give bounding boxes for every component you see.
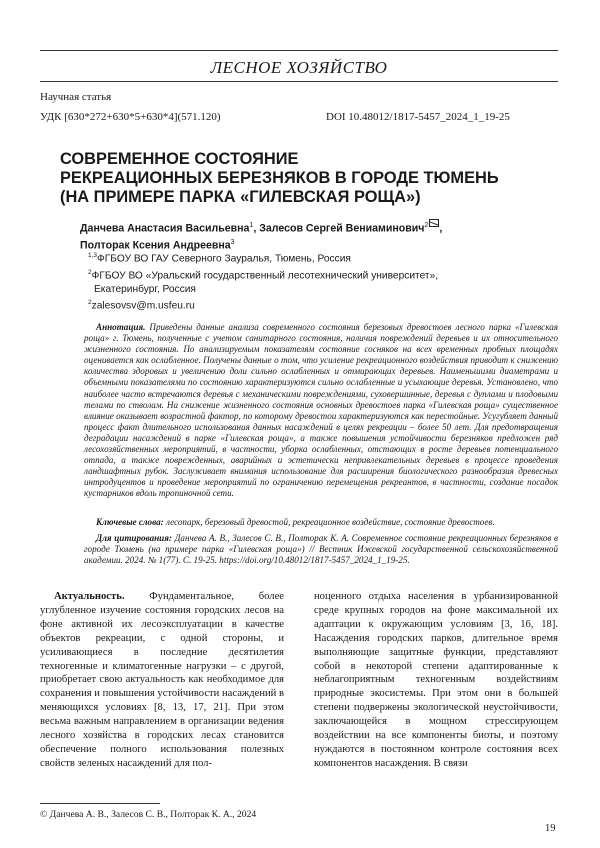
page-number: 19 [545,823,556,834]
author-name: Данчева Анастасия Васильевна [80,223,249,235]
header-rule [40,81,558,82]
doi: DOI 10.48012/1817-5457_2024_1_19-25 [326,111,510,123]
affiliation-line: ФГБОУ ВО ГАУ Северного Зауралья, Тюмень, Россия [97,253,351,264]
author-sup: 1 [249,222,253,229]
author-name: Полторак Ксения Андреевна [80,240,231,252]
citation-text: Данчева А. В., Залесов С. В., Полторак К. А. Современное состояние рекреационных березняков в городе Тюмень (на примере парка «Гилевская роща») // Вестник Ижевской государственной сельскохозяйственной академии. 2024. № 1(77). С. 19-25. https://doi.org/10.48012/1817-5457_2024_1_19-25. [84,533,558,565]
author-name: Залесов Сергей Вениаминович [259,223,424,235]
affiliation-line: Екатеринбург, Россия [94,284,196,295]
article-type: Научная статья [40,91,111,103]
envelope-icon [429,219,439,227]
citation-label: Для цитирования: [96,533,172,543]
body-left-column [40,590,284,771]
udk-code: УДК [630*272+630*5+630*4](571.120) [40,111,221,123]
abstract-label: Аннотация. [96,322,145,332]
abstract-text: Приведены данные анализа современного состояния березовых древостоев лесного парка «Гилевская роща» г. Тюмень, полученные с учетом санитарного состояния, наличия повреждений деревьев и их относительного жизненного состояния. По анализируемым показателям состояние сосняков на всех временных пробных площадях оценивается как ослабленное. Получены данные о том, что усиление рекреационного воздействия приводит к снижению количества здоровых и увеличению доли сильно ослабленных и отмирающих деревьев. Наименьшими диаметрами и объемными показателями по состоянию характеризуются сильно ослабленные и усыхающие деревья. Установлено, что наиболее часто встречаются деревья с механическими повреждениями, суховершинные, деревья с дуплами и плодовыми телами по стволам. На снижение жизненного состояния основных древостоев парка «Гилевская роща» существенное влияние оказывает возрастной фактор, по которому древостои характеризуются как перестойные. Усугубляет данный процесс факт длительного использования данных насаждений в целях рекреации – более 50 лет. Для предотвращения деградации насаждений в парке «Гилевская роща», а также повышения устойчивости березняков предложен ряд лесохозяйственных мероприятий, в частности, уборка ослабленных, отстающих в росте деревьев потенциального отпада, а также поврежденных, аварийных и эстетически непривлекательных деревьев в процессе проведения ландшафтных рубок. Заслуживает внимания использование для расширения биологического разнообразия древесных интродуцентов и проведение мероприятий по ограничению перемещения рекреантов, в частности, создание посадок кустарников вдоль тропиночной сети. [84,322,558,498]
keywords [84,517,558,528]
affiliation-line: ФГБОУ ВО «Уральский государственный лесотехнический университет», [92,270,438,281]
affiliations: 1,3ФГБОУ ВО ГАУ Северного Зауралья, Тюмень, Россия 2ФГБОУ ВО «Уральский государственный лесотехнический университет», Екатеринбург, Россия 2zalesovsv@m.usfeu.ru [88,249,438,313]
paragraph: Фундаментальное, более углубленное изучение состояния городских лесов на фоне активной их лесоэксплуатации в качестве объектов рекреации, с одной стороны, и усиливающиеся в последние десятилетия техногенные и климатогенные нагрузки – с другой, приобретает свою актуальность как необходимое для сохранения и повышения устойчивости насаждений в меняющихся условиях [8, 13, 17, 21]. При этом весьма важным направлением в организации ведения лесного хозяйства в городских лесах становится обеспечение полного использования полезных свойств зеленых насаждений для пол- [40,591,284,769]
body-right-column [314,590,558,771]
authors: Данчева Анастасия Васильевна1, Залесов Сергей Вениаминович2 , Полторак Ксения Андреевна3 [80,219,442,253]
keywords-label: Ключевые слова: [96,517,164,527]
title-line: СОВРЕМЕННОЕ СОСТОЯНИЕ [60,150,540,169]
abstract [84,322,558,500]
email-link[interactable]: zalesovsv@m.usfeu.ru [92,300,195,311]
author-sup: 2 [424,222,428,229]
title-line: РЕКРЕАЦИОННЫХ БЕРЕЗНЯКОВ В ГОРОДЕ ТЮМЕНЬ [60,169,540,188]
article-title [60,150,540,207]
section-heading: Актуальность. [54,591,124,602]
top-rule [40,50,558,51]
keywords-text: лесопарк, березовый древостой, рекреационное воздействие, состояние древостоев. [166,517,495,527]
footer-rule [40,803,160,804]
copyright: © Данчева А. В., Залесов С. В., Полторак К. А., 2024 [40,809,256,820]
title-line: (НА ПРИМЕРЕ ПАРКА «ГИЛЕВСКАЯ РОЩА») [60,188,540,207]
author-sup: 3 [231,239,235,246]
citation [84,533,558,566]
paragraph: ноценного отдыха населения в урбанизированной среде крупных городов на фоне максимальной их адаптации к окружающим условиям [3, 16, 18]. Насаждения городских парков, длительное время выполняющие защитные функции, представляют собой в некоторой степени адаптированные к неблагоприятным техногенным воздействиям природные экосистемы. При этом они в большей степени подвержены экологической неустойчивости, заключающейся в мощном стрессирующем воздействии на все компоненты биоты, и поэтому нуждаются в постоянном контроле состояния всех компонентов насаждения. В связи [314,591,558,769]
journal-section-title: ЛЕСНОЕ ХОЗЯЙСТВО [40,58,558,78]
